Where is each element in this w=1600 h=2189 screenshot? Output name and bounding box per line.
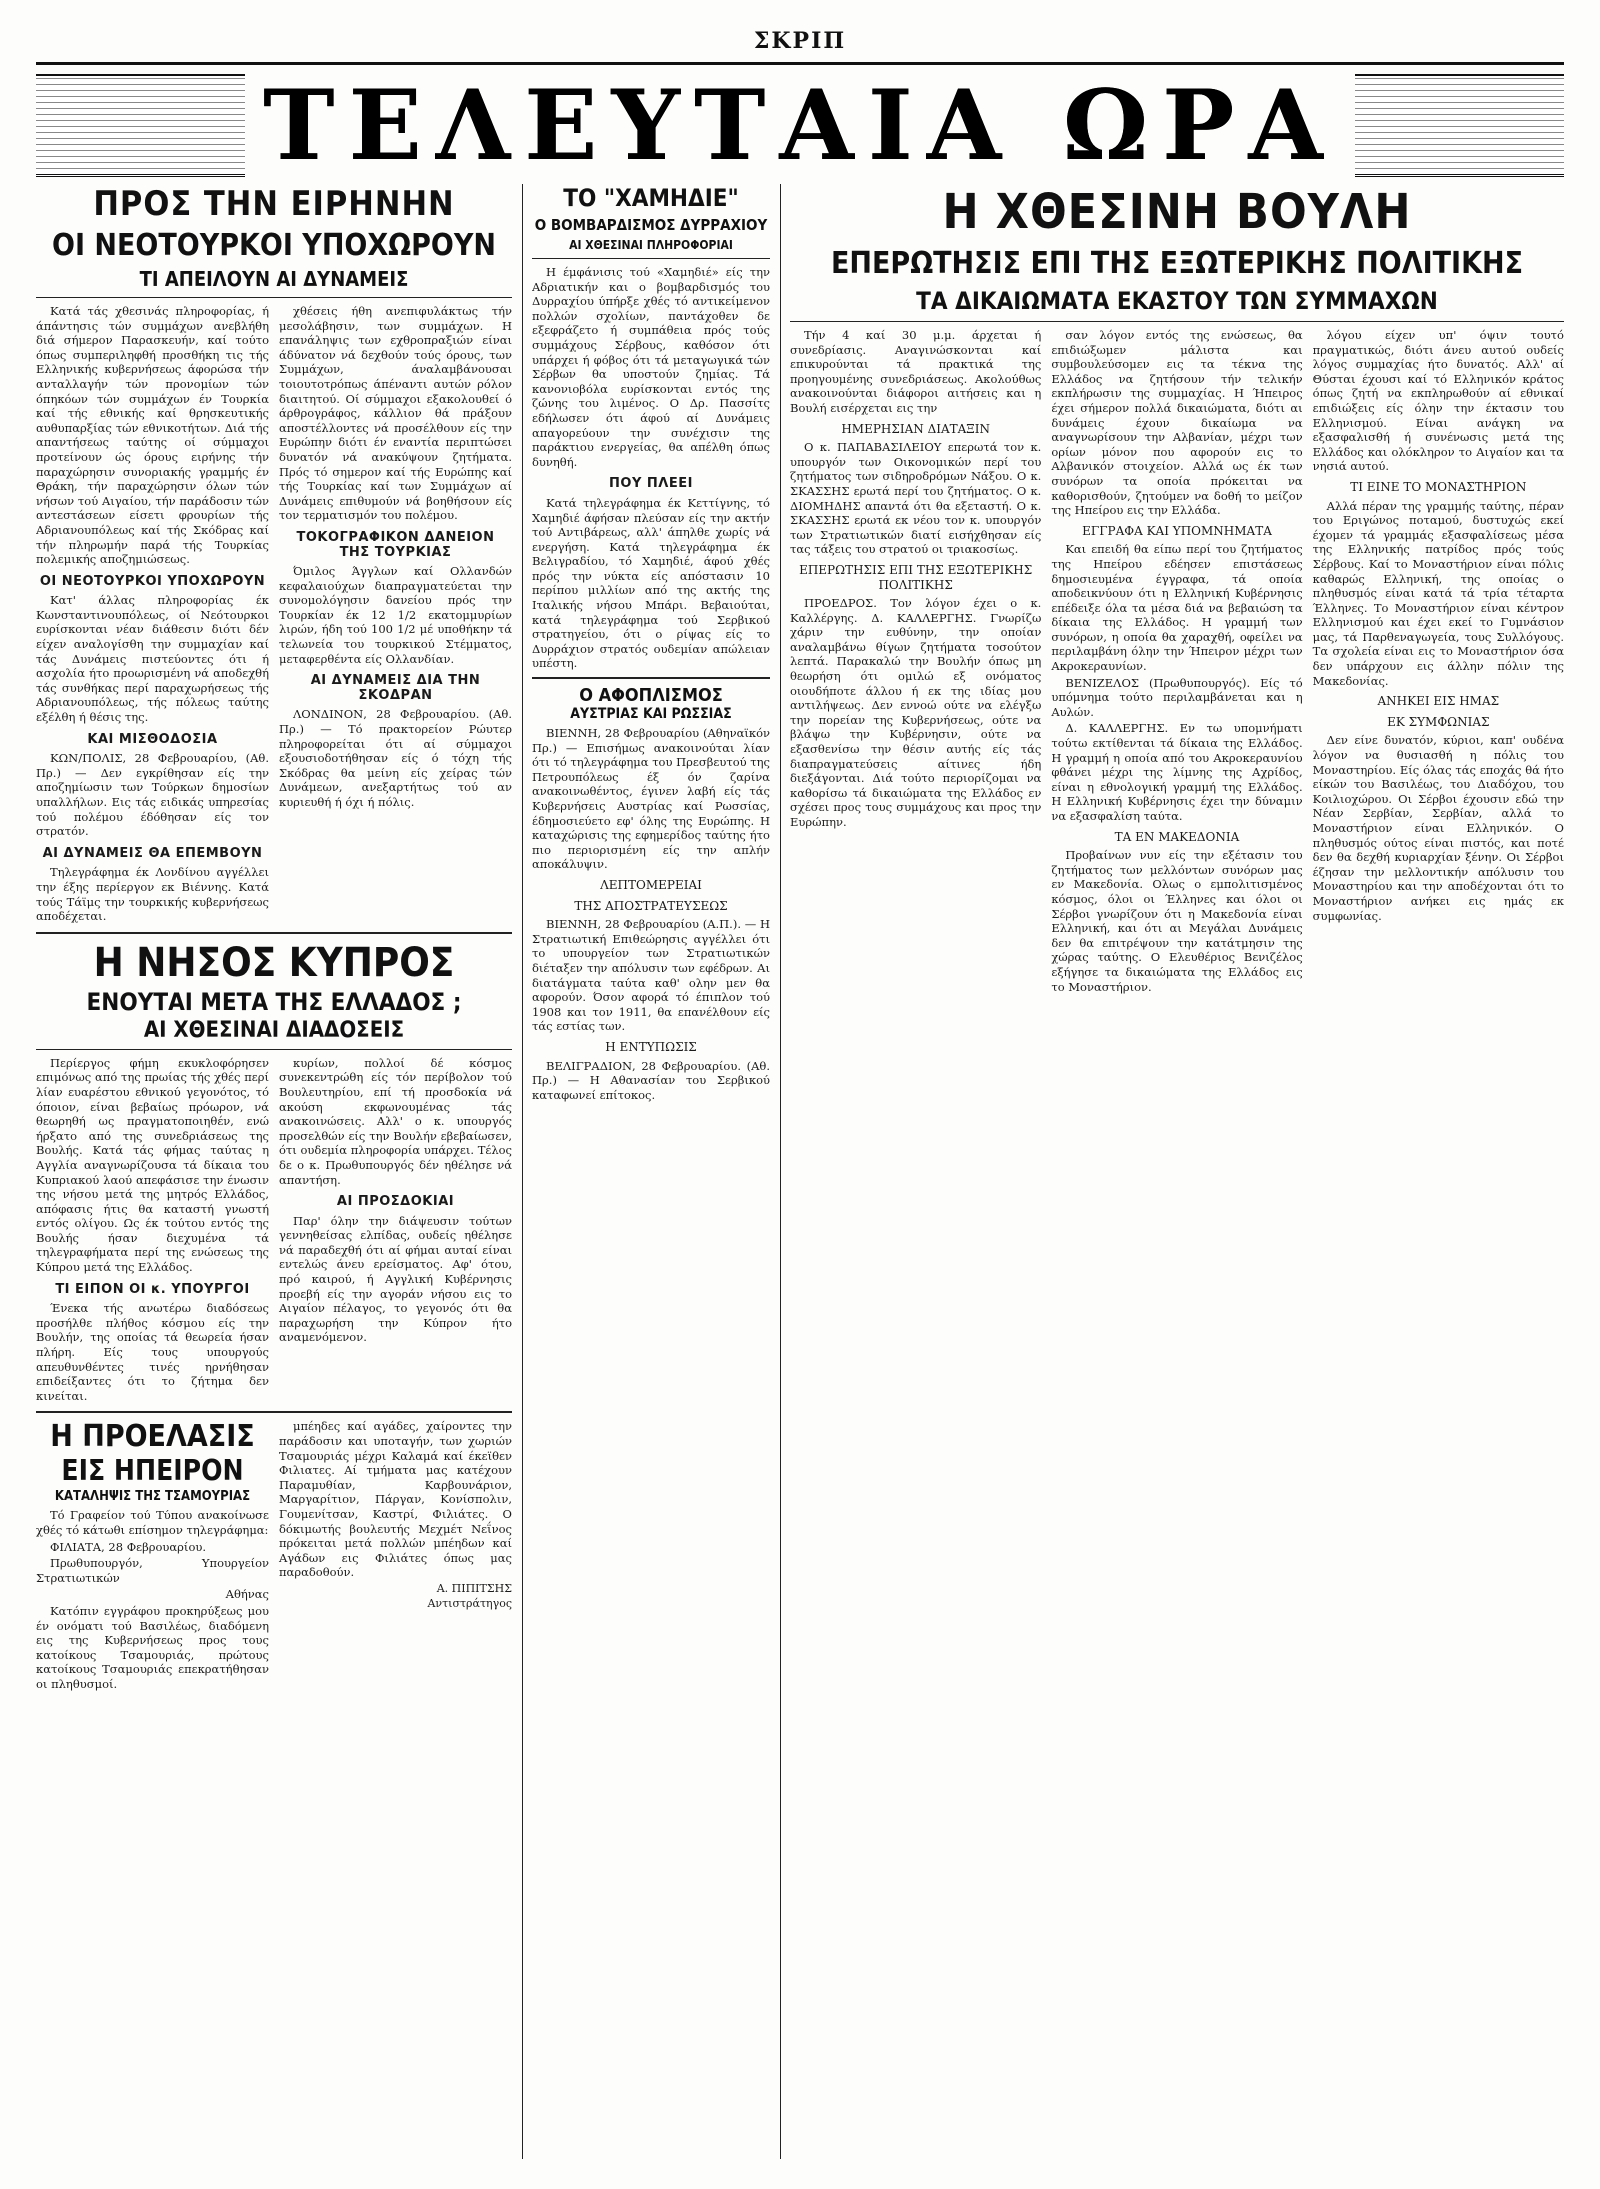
interpellation-title: ΕΠΕΡΩΤΗΣΙΣ ΕΠΙ ΤΗΣ ΕΞΩΤΕΡΙΚΗΣ ΠΟΛΙΤΙΚΗΣ [799,562,1033,592]
kallergis-remark: Δ. ΚΑΛΛΕΡΓΗΣ. Εν τω υπομνήματι τούτω εκτίθενται τά δίκαια της Ελλάδος. Η γραμμή η οποία από του Ακροκεραυνίου φθάνει μέχρι της λίμνης της Αχρίδος, είναι η εθνολογική γραμμή της Ελλάδος. Η Ελληνική Κυβέρνησις έχει την δύναμιν να εξασφαλίση ταύτα. [1051,721,1303,823]
session-lede: Τήν 4 καί 30 μ.μ. άρχεται ή συνεδρίασις. Αναγινώσκονται καί επικυρούνται τά πρακτικά της προηγουμένης συνεδριάσεως. Ακολούθως ανακοινούνται διάφοροι αιτήσεις και η Βουλή εισέρχεται εις την [790,328,1042,415]
neoturks-title: ΟΙ ΝΕΟΤΟΥΡΚΟΙ ΥΠΟΧΩΡΟΥΝ [39,573,266,589]
epirus-body-continued: μπέηδες καί αγάδες, χαίροντες την παράδοσιν και υποταγήν, των χωριών Τσαμουριάς μέχρι Καλαμά καί έκεϊθεν Φιλιατες. Αί τμήματα μας κατέχουν Παραμυθίαν, Καρβουνάριον, Μαργαρίτιον, Πάργαν, Κονίσπολιν, Γουμενίτσαν, Καστρί, Φιλιάτες. Ο δόκιμωτής βουλευτής Μεχμέτ Νεΐνος πρόκειται μετά πολλών μπέηδων καί Αγάδων εις Φιλιάτες όπως μας παραδοθούν. [279,1419,512,1580]
powers-body: Τηλεγράφημα έκ Λονδίνου αγγέλλει την έξης περίεργον εκ Βιέννης. Κατά τούς Τάϊμς την τουρκικής κυβερνήσεως αποδέχεται. [36,865,269,924]
ministers-body: Ένεκα τής ανωτέρω διαδόσεως προσήλθε πλήθος κόσμου είς την Βουλήν, της οποίας τά θεωρεία ήσαν πλήρη. Είς τους υπουργούς απευθυνθέντες τινές ηρνήθησαν επιδείξαντες ότι το ζήτημα δεν κινείται. [36,1301,269,1403]
peace-kicker: ΤΙ ΑΠΕΙΛΟΥΝ ΑΙ ΔΥΝΑΜΕΙΣ [139,267,409,291]
bombardment-kicker: ΑΙ ΧΘΕΣΙΝΑΙ ΠΛΗΡΟΦΟΡΙΑΙ [569,238,733,252]
cyprus-subheadline: ΕΝΟΥΤΑΙ ΜΕΤΑ ΤΗΣ ΕΛΛΑΔΟΣ ; [86,987,462,1016]
loan-body: Όμιλος Άγγλων καί Ολλανδών κεφαλαιούχων διαπραγματεύεται την συνομολόγησιν δανείου πρός την Τουρκίαν έκ 12 1/2 εκατομμυρίων λιρών, ήδη τού 100 1/2 μέ υποθήκην τά τελωνεία του τουρκικού Στέμματος, μεταφερθέντα είς Ολλανδίαν. [279,564,512,666]
documents-title: ΕΓΓΡΑΦΑ ΚΑΙ ΥΠΟΜΝΗΜΑΤΑ [1082,523,1272,538]
epirus-headline: Η ΠΡΟΕΛΑΣΙΣ [50,1419,255,1455]
peace-headline: ΠΡΟΣ ΤΗΝ ΕΙΡΗΝΗΝ [93,184,455,224]
salary-body: ΚΩΝ/ΠΟΛΙΣ, 28 Φεβρουαρίου, (Αθ. Πρ.) — Δεν εγκρίθησαν είς την αποζημίωσιν των Τούρκων δημοσίων υπαλλήλων. Εις τάς ειδικάς υπηρεσίας τού πολέμου έδόθησαν είς τον στρατόν. [36,751,269,839]
peace-columns [36,304,512,926]
parliament-columns [790,328,1564,996]
session-body: Ο κ. ΠΑΠΑΒΑΣΙΛΕΙΟΥ επερωτά τον κ. υπουργόν των Οικονομικών περί του ζητήματος των σιδηροδρόμων Νάξου. Ο κ. ΣΚΑΣΣΗΣ ερωτά περί του ζητήματος. Ο κ. ΔΙΟΜΗΔΗΣ απαντά ότι θα εξεταστή. Ο κ. ΣΚΑΣΣΗΣ ερωτά εκ νέου τον κ. υπουργόν των Στρατιωτικών διατί εισήχθησαν είς τας τάξεις του στρατού οι τριακοσίως. [790,440,1042,557]
bombardment-body: Η έμφάνισις τού «Χαμηδιέ» είς την Αδριατικήν και ο βομβαρδισμός του Δυρραχίου ύπήρξε χθές τό αντικείμενον πολλών σχολίων, παντάχοθεν δε εξεφράζετο ή συμπάθεια πρός τούς συμμάχους Σέρβους, καθόσον ότι υπάρχει ή φόβος ότι τά μεταγωγικά τών Σέρβων θα υποστούν ζημίας. Τά κανονιοβόλα ευρίσκονται εντός της ζώνης του λιμένος. Ο Δρ. Πασσίτς εδήλωσεν ότι άφού αί Δυνάμεις απαγορεύουν την συνέχισιν της παράκτιου ενεργείας, θα απέλθη όπως δυνηθή. [532,265,770,469]
cyprus-columns [36,1056,512,1406]
cyprus-body: Περίεργος φήμη εκυκλοφόρησεν επιμόνως από της πρωίας τής χθές περί λίαν ευαρέστου εθνικού γεγονότος, τό όποιον, είναι βεβαίως πρόωρον, νά θεωρηθή ως πραγματοποιηθέν, ενώ ήρξατο από της συνεδριάσεως της Βουλής. Κατά τάς φήμας ταύτας η Αγγλία αναγνωρίζουσα τά δίκαια του Κυπριακού λαού απεφάσισε την ένωσιν της νήσου μετά της μητρός Ελλάδος, απόφασις ήτις θα καταστή γνωστή εντός ολίγου. Ως έκ τούτου εντός της Βουλής ήσαν διεχυμένα τά τηλεγραφήματα περί της ενώσεως της Κύπρου μετά της Ελλάδος. [36,1055,269,1275]
newspaper-page [36,28,1564,2168]
macedonia-title: ΤΑ ΕΝ ΜΑΚΕΔΟΝΙΑ [1114,829,1240,844]
details-body: ΒΙΕΝΝΗ, 28 Φεβρουαρίου (Α.Π.). — Η Στρατιωτική Επιθεώρησις αγγέλλει ότι το υπουργείον των Στρατιωτικών διέταξεν την απόλυσιν των εφέδρων. Αι διατάγματα ταύτα καθ' ολην μεν θα αφορούν. Όσον αφορά τό έπιπλον τού 1908 και τον 1911, θα επανέλθουν είς τάς εστίας των. [532,917,770,1034]
scutari-title: ΑΙ ΔΥΝΑΜΕΙΣ ΔΙΑ ΤΗΝ ΣΚΟΔΡΑΝ [310,673,481,703]
belongs-title: ΑΝΗΚΕΙ ΕΙΣ ΗΜΑΣ [1377,694,1500,709]
where-sails-title: ΠΟΥ ΠΛΕΕΙ [609,476,693,492]
impression-title: Η ΕΝΤΥΠΩΣΙΣ [605,1039,697,1054]
interpellation-body-continued: σαν λόγον εντός της ενώσεως, θα επιδιώξωμεν μάλιστα και συμβουλεύσομεν εις τα τέκνα της Ελλάδος να ζητήσουν τήν τελικήν εκπλήρωσιν της συμμαχίας. Η Ήπειρος έχει σήμερον πολλά δικαιώματα, διότι αι δυνάμεις έχουν δικαίωμα να αναγνωρίσουν την Αλβανίαν, μέχρι των ορίων μόνον που αφορούν εις το Αλβανικόν στοιχείον. Αλλά ως έκ των συνόρων τα οποία πρόκειται να καθορισθούν, ζητούμεν να δοθή το μείζον της Ηπείρου εις την Ελλάδα. [1051,328,1303,518]
column-divider [780,184,781,2159]
disarmament-headline: Ο ΑΦΟΠΛΙΣΜΟΣ [579,685,723,707]
cyprus-body-continued: κυρίων, πολλοί δέ κόσμος συνεκεντρώθη είς τόν περίβολον τού Βουλευτηρίου, επί τή προσδοκία νά ακούση εκφωνουμένας τάς ανακοινώσεις. Αλλ' ο κ. υπουργός προσελθών είς την Βουλήν εβεβαίωσεν, ότι ουδεμία πληροφορία υπάρχει. Τέλος δε ο κ. Πρωθυπουργός δέν ηθέλησε νά απαντήση. [279,1055,512,1187]
masthead [36,28,1564,68]
left-section [36,184,512,2159]
epirus-signature-rank: Αντιστράτηγος [427,1596,512,1610]
disarmament-body: ΒΙΕΝΝΗ, 28 Φεβρουαρίου (Αθηναϊκόν Πρ.) — Επισήμως ανακοινούται λίαν ότι τό τηλεγράφημα του Πρεσβευτού της Πετρουπόλεως έξ όν ζαρίνα ανακοινωθέντος, έγινεν λαβή είς τάς Κυβερνήσεις Αυστρίας καί Ρωσσίας, έδημοσιεύετο εφ' όλης της Ευρώπης. Η καταχώρισις της εφημερίδος ταύτης ήτο πιο περιορισμένη είς την απλήν αποκάλυψιν. [532,726,770,872]
hamidie-headline: ΤΟ "ΧΑΜΗΔΙΕ" [563,184,739,212]
salary-title: ΚΑΙ ΜΙΣΘΟΔΟΣΙΑ [87,731,218,747]
parliament-kicker: ΤΑ ΔΙΚΑΙΩΜΑΤΑ ΕΚΑΣΤΟΥ ΤΩΝ ΣΥΜΜΑΧΩΝ [916,287,1438,315]
peace-body-continued: χθέσεις ήθη ανεπιφυλάκτως τήν μεσολάβησιν, των συμμάχων. Η επανάληψις των εχθροπραξιών είναι άδύνατον νά δεχθούν τούς όρους, των Συμμάχων, άναλαμβάνουσαι τοιουτοτρόπως άπέναντι αυτών ρόλον διαιτητού. Οί σύμμαχοι εξακολουθεί ό άρθρογράφος, κάλλιον θά πράξουν αποστέλλοντες νά προσέλθουν είς την Ευρώπην διότι έν εναντία περιπτώσει δυνατόν νά ανακύψουν ζητήματα. Πρός τό σημερον καί τής Ευρώπης καί τής Τουρκίας καί των Συμμάχων αί Δυνάμεις επιθυμούν νά βοηθήσουν είς τον τερματισμόν του πολέμου. [279,304,512,523]
epirus-city: Αθήνας [225,1587,269,1602]
interpellation-body: ΠΡΟΕΔΡΟΣ. Τον λόγον έχει ο κ. Καλλέργης. Δ. ΚΑΛΛΕΡΓΗΣ. Γνωρίζω χάριν την ευθύνην, την οποίαν αναλαμβάνω θίγων ζητήματα τοσούτον λεπτά. Παρακαλώ την Βουλήν όπως μη θεωρήση ότι ομιλώ εξ ονόματος οιουδήποτε άλλου ή εκ της ιδίας μου αντιλήψεως. Δεν εννοώ ούτε να ελέγξω την πορείαν της Κυβερνήσεως, ούτε να βλάψω την Κυβέρνησιν, ούτε να εξασθενίσω την θέσιν αυτής είς τάς διαπραγματεύσεις αίτινες ήδη διεξάγονται. Διά τούτο περιορίζομαι να καθορίσω τά δικαιώματα της Ελλάδος εν σχέσει προς τους συμμάχους και προς την Ευρώπην. [790,596,1042,829]
peace-subheadline: ΟΙ ΝΕΟΤΟΥΡΚΟΙ ΥΠΟΧΩΡΟΥΝ [52,228,496,263]
epirus-signature: Α. ΠΙΠΙΤΣΗΣ [436,1581,512,1595]
parliament-subheadline: ΕΠΕΡΩΤΗΣΙΣ ΕΠΙ ΤΗΣ ΕΞΩΤΕΡΙΚΗΣ ΠΟΛΙΤΙΚΗΣ [830,246,1524,281]
section-title: ΤΕΛΕΥΤΑΙΑ ΩΡΑ [245,69,1355,182]
bombardment-subheadline: Ο ΒΟΜΒΑΡΔΙΣΜΟΣ ΔΥΡΡΑΧΙΟΥ [534,216,768,234]
monastir-body: Αλλά πέραν της γραμμής ταύτης, πέραν του Εριγώνος ποταμού, δυστυχώς εκεί έχομεν τά γραμμάς εξασφαλίσεως μέσα της Ελληνικής πατρίδος πρός τούς Σέρβους. Καί το Μοναστήριον είναι πόλις καθαρώς Ελληνική, της οποίας ο πληθυσμός είναι κατά τά τρία τέταρτα Έλληνες. Το Μοναστήριον είναι κέντρον Ελληνισμού και έχει εκεί το Γυμνάσιον μας, τά Παρθεναγωγεία, τους Συλλόγους. Τα σχολεία είναι εις το Μοναστήριον όσα δεν υπάρχουν εις άλλην πόλιν της Μακεδονίας. [1312,498,1564,688]
ministers-title: ΤΙ ΕΙΠΟΝ ΟΙ κ. ΥΠΟΥΡΓΟΙ [55,1281,250,1297]
section-banner [36,69,1564,182]
newspaper-name: ΣΚΡΙΠ [753,28,847,54]
macedonia-body: Προβαίνων νυν είς την εξέτασιν του ζητήματος των μελλόντων συνόρων μας εν Μακεδονία. Ολως ο εμπολιτισμένος κόσμος, όλοι οι Έλληνες και όλοι οι Σέρβοι γνωρίζουν ότι η Μακεδονία είναι Ελληνική, και ότι αι Μεγάλαι Δυνάμεις δεν θα επιτρέψουν την κατάτμησιν της χώρας ταύτης. Ο Ελευθέριος Βενιζέλος εξήγησε τα δικαιώματα της Ελλάδος εις το Μοναστήριον. [1051,848,1303,994]
peace-body: Κατά τάς χθεσινάς πληροφορίας, ή άπάντησις τών συμμάχων ανεβλήθη διά σήμερον Παρασκευήν, καί τούτο όπως συμπεριληφθή προσθήκη τις τής Ελληνικής κυβερνήσεως άφορώσα τήν ανταλλαγήν τών προνομίων τών όπηκόων τών συμμάχων έν Τουρκία καί τής εθνικής καί θρησκευτικής αυθυπαρξίας τών εθνικοτήτων. Διά τής απαντήσεως ταύτης οί σύμμαχοι προτείνουν ώς όρους ειρήνης τήν παραχώρησιν συνοριακής γραμμής έν Θράκη, τήν παραχώρησιν όλων τών νήσων τού Αιγαίου, τήν παράδοσιν τών αντεστάσεων είσετι φρουρίων τής Αδριανουπόλεως καί τής Σκόδρας καί τήν πληρωμήν παρά τής Τουρκίας πολεμικής αποζημιώσεως. [36,304,269,567]
powers-title: ΑΙ ΔΥΝΑΜΕΙΣ ΘΑ ΕΠΕΜΒΟΥΝ [42,845,263,861]
loan-title: ΤΟΚΟΓΡΑΦΙΚΟΝ ΔΑΝΕΙΟΝ ΤΗΣ ΤΟΥΡΚΙΑΣ [296,529,495,560]
monastir-title: ΤΙ ΕΙΝΕ ΤΟ ΜΟΝΑΣΤΗΡΙΟΝ [1350,479,1527,494]
epirus-subheadline: ΕΙΣ ΗΠΕΙΡΟΝ [61,1454,244,1488]
details-title: ΛΕΠΤΟΜΕΡΕΙΑΙ [600,877,702,892]
middle-section [532,184,770,2159]
neoturks-body: Κατ' άλλας πληροφορίας έκ Κωνσταντινουπόλεως, οί Νεότουρκοι ευρίσκονται νέαν διάθεσιν διότι δέν είχεν αναλογίσθη την συμμαχίαν καί τάς Δυνάμεις πιστεύοντες ότι ή ασχολία ήτο προωρισμένη νά αποδεχθή τάς συνθήκας περί παραχωρήσεως τής Αδριανουπόλεως, τής πόλεως ταύτης εξέλθη ή θέσις της. [36,593,269,725]
epirus-kicker: ΚΑΤΑΛΗΨΙΣ ΤΗΣ ΤΣΑΜΟΥΡΙΑΣ [54,1489,251,1505]
epirus-lede: Τό Γραφείον τού Τύπου ανακοίνωσε χθές τό κάτωθι επίσημον τηλεγράφημα: [36,1508,269,1537]
scutari-body: ΛΟΝΔΙΝΟΝ, 28 Φεβρουαρίου. (Αθ. Πρ.) — Τό πρακτορείον Ρώυτερ πληροφορείται ότι αί σύμμαχοι εξουσιοδοτήθησαν είς ό τόχη τής Σκόδρας θα μείνη είς χείρας τών Δυνάμεων, ανεξαρτήτως τού αν κυριευθή ή όχι ή πόλις. [279,707,512,809]
cyprus-kicker: ΑΙ ΧΘΕΣΙΝΑΙ ΔΙΑΔΟΣΕΙΣ [143,1017,405,1043]
expectations-title: ΑΙ ΠΡΟΣΔΟΚΙΑΙ [336,1194,455,1210]
rights-body: λόγου είχεν υπ' όψιν τουτό πραγματικώς, διότι άνευ αυτού ουδείς λόγος συμμαχίας ήτο δυνατός. Αλλ' αί Θύσται έχουσι καί τό Ελληνικόν κράτος όπως ζητή να εκπληρωθούν αί εθνικαί επιδιώξεις είς όλην την έκτασιν του Ελληνισμού. Είναι ανάγκη να εξασφαλισθή ή συνένωσις μετά της Ελλάδος και ολόκληρον το Αιγαίον και τα νησιά αυτού. [1312,328,1564,474]
belongs-body: Δεν είνε δυνατόν, κύριοι, καπ' ουδένα λόγον να θυσιασθή η πόλις του Μοναστηρίου. Είς όλας τάς εποχάς θά ήτο είκών του Βασιλέως, του Διαδόχου, του Κοιλιοχώρου. Οι Σέρβοι έχουσιν εδώ την Νέαν Σερβίαν, Σερβίαν, αλλά το Μοναστήριον είναι Ελληνικόν. Ο πληθυσμός ούτος είναι πιστός, και ποτέ δεν θα δεχθή κυριαρχίαν ξένην. Οι Σέρβοι έζησαν την μελλοντικήν απόλυσιν του Μοναστηρίου και την αποδέχονται ότι το Μοναστήριον ανήκει εις ημάς εκ συμφωνίας. [1312,733,1564,923]
epirus-dateline: ΦΙΛΙΑΤΑ, 28 Φεβρουαρίου. [50,1539,207,1554]
impression-body: ΒΕΛΙΓΡΑΔΙΟΝ, 28 Φεβρουαρίου. (Αθ. Πρ.) — Η Αθανασίαν του Σερβικού καταφωνεί επίτοκος. [532,1058,770,1102]
details-subtitle: ΤΗΣ ΑΠΟΣΤΡΑΤΕΥΣΕΩΣ [574,898,728,913]
belongs-subtitle: ΕΚ ΣΥΜΦΩΝΙΑΣ [1387,714,1490,729]
venizelos-remark: ΒΕΝΙΖΕΛΟΣ (Πρωθυπουργός). Είς τό υπόμνημα τούτο περιλαμβάνεται και η Αυλών. [1051,675,1303,719]
epirus-body: Κατόπιν εγγράφου προκηρύξεως μου έν ονόματι τού Βασιλέως, διαδόμενη εις της Κυβερνήσεως προς τους κατοίκους Τσαμουριάς, πρώτους κατοίκους Τσαμουριάς επεκρατήθησαν οι πληθυσμοί. [36,1603,269,1691]
parliament-headline: Η ΧΘΕΣΙΝΗ ΒΟΥΛΗ [942,184,1412,240]
epirus-recipient: Πρωθυπουργόν, Υπουργείον Στρατιωτικών [36,1556,269,1585]
where-sails-body: Κατά τηλεγράφημα έκ Κεττίγνης, τό Χαμηδιέ άφήσαν πλεύσαν είς την ακτήν τού Αντιβάρεως, αλλ' άπηλθε χωρίς νά ενεργήση. Κατά τηλεγράφημα έκ Βελιγραδίου, τό Χαμηδιέ, άφού χθές πρός την νύκτα είς απόστασιν 10 περίπου μιλλίων από της ακτής της Ιταλικής νήσου Μπάρι. Βεβαιούται, κατά τηλεγράφημα τού Σερβικού στρατηγείου, ότι ο ρίψας είς το Δυρράχιον στρατός ουδεμίαν απώλειαν υπέστη. [532,495,770,671]
cyprus-headline: Η ΝΗΣΟΣ ΚΥΠΡΟΣ [93,939,455,986]
masthead-rule [36,62,1564,65]
column-divider [522,184,523,2159]
expectations-body: Παρ' όλην την διάψευσιν τούτων γεννηθείσας ελπίδας, ουδείς ηθέλησε νά παραδεχθή ότι αί φήμαι αυταί είναι εντελώς άνευ ερείσματος. Αφ' ότου, πρό καιρού, ή Αγγλική Κυβέρνησις προεβή είς την αγοράν νήσου εις το Αιγαίον πέλαγος, το γεγονός ότι θα παραχωρήση την Κύπρον ήτο αναμενόμενον. [279,1213,512,1345]
disarmament-subheadline: ΑΥΣΤΡΙΑΣ ΚΑΙ ΡΩΣΣΙΑΣ [570,706,732,723]
documents-body: Και επειδή θα είπω περί του ζητήματος της Ηπείρου εδέησεν επιστάσεως δημοσιευμένα έγγραφα, τά οποία αποδεικνύουν ότι η Ελληνική Κυβέρνησις επέδειξε όλα τα μέσα διά να βεβαιώση τα δίκαια της Ελλάδος. Η γραμμή των συνόρων, η οποία θα χαραχθή, οφείλει να περιλαμβάνη όλην την Ήπειρον μέχρι των Ακροκεραυνίων. [1051,542,1303,674]
agenda-title: ΗΜΕΡΗΣΙΑΝ ΔΙΑΤΑΞΙΝ [841,421,990,436]
right-section [790,184,1564,2159]
